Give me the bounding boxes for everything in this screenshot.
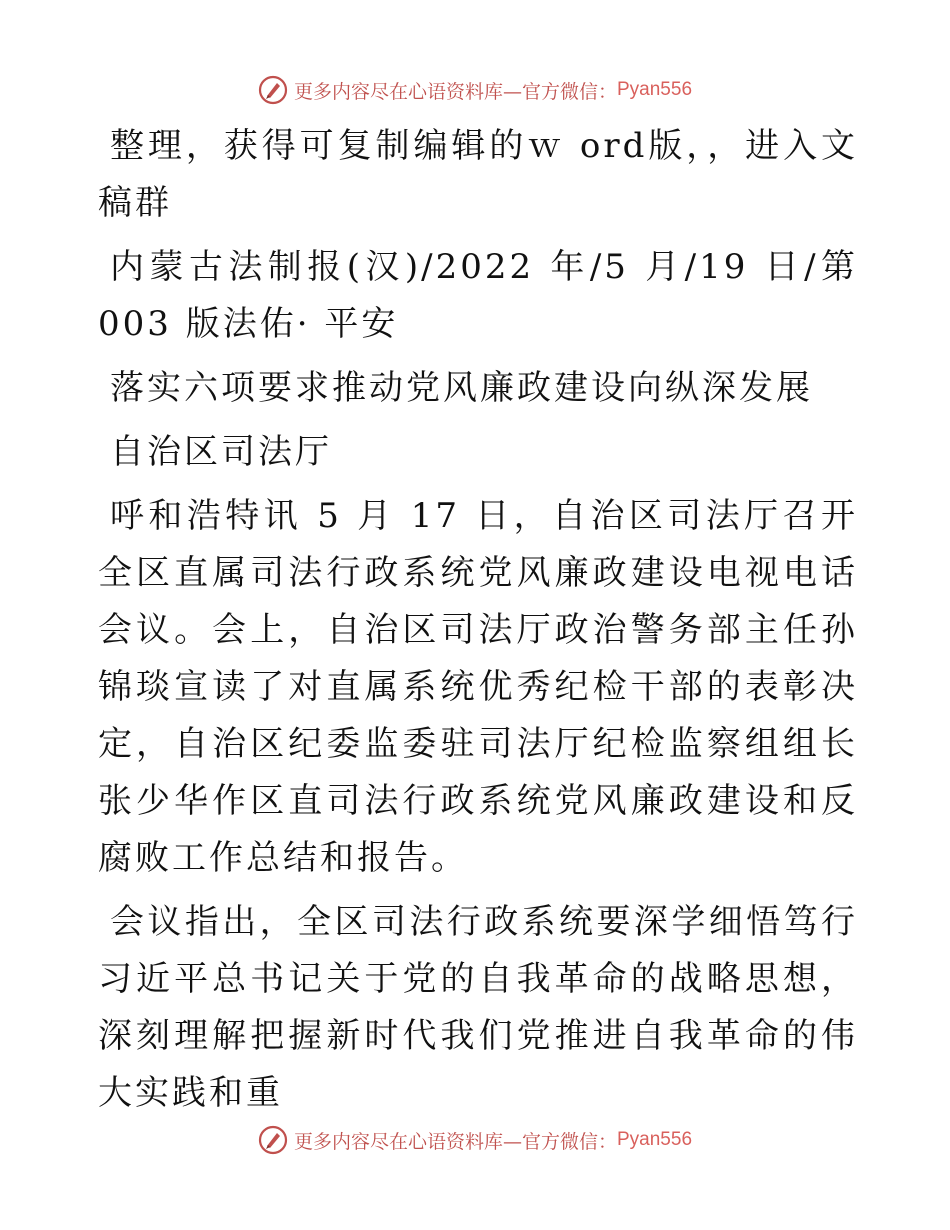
pen-logo-icon [258,1125,288,1155]
watermark-text: 更多内容尽在心语资料库—官方微信： [293,80,617,103]
article-title: 落实六项要求推动党风廉政建设向纵深发展 [110,368,813,408]
footer-watermark [0,1122,950,1158]
paragraph-body-1: 呼和浩特讯 5 月 17 日，自治区司法厅召开全区直属司法行政系统党风廉政建设电视电话会议。会上，自治区司法厅政治警务部主任孙锦琰宣读了对直属系统优秀纪检干部的表彰决定，自治区纪委监委驻司法厅纪检监察组组长张少华作区直司法行政系统党风廉政建设和反腐败工作总结和报告。 [98,496,858,878]
pen-logo-icon [258,75,288,105]
watermark-wechat-id: Pyan556 [617,79,693,100]
document-body [98,118,858,1129]
article-author: 自治区司法厅 [110,432,332,472]
watermark-wechat-id: Pyan556 [617,1129,693,1150]
watermark-text: 更多内容尽在心语资料库—官方微信： [293,1130,617,1153]
paragraph-source: 内蒙古法制报(汉)/2022 年/5 月/19 日/第 003 版法佑· 平安 [98,247,858,344]
paragraph-intro: 整理，获得可复制编辑的ｗ ord版，，进入文稿群 [98,126,858,223]
header-watermark [0,72,950,108]
paragraph-body-2: 会议指出，全区司法行政系统要深学细悟笃行习近平总书记关于党的自我革命的战略思想，深刻理解把握新时代我们党推进自我革命的伟大实践和重 [98,902,858,1113]
